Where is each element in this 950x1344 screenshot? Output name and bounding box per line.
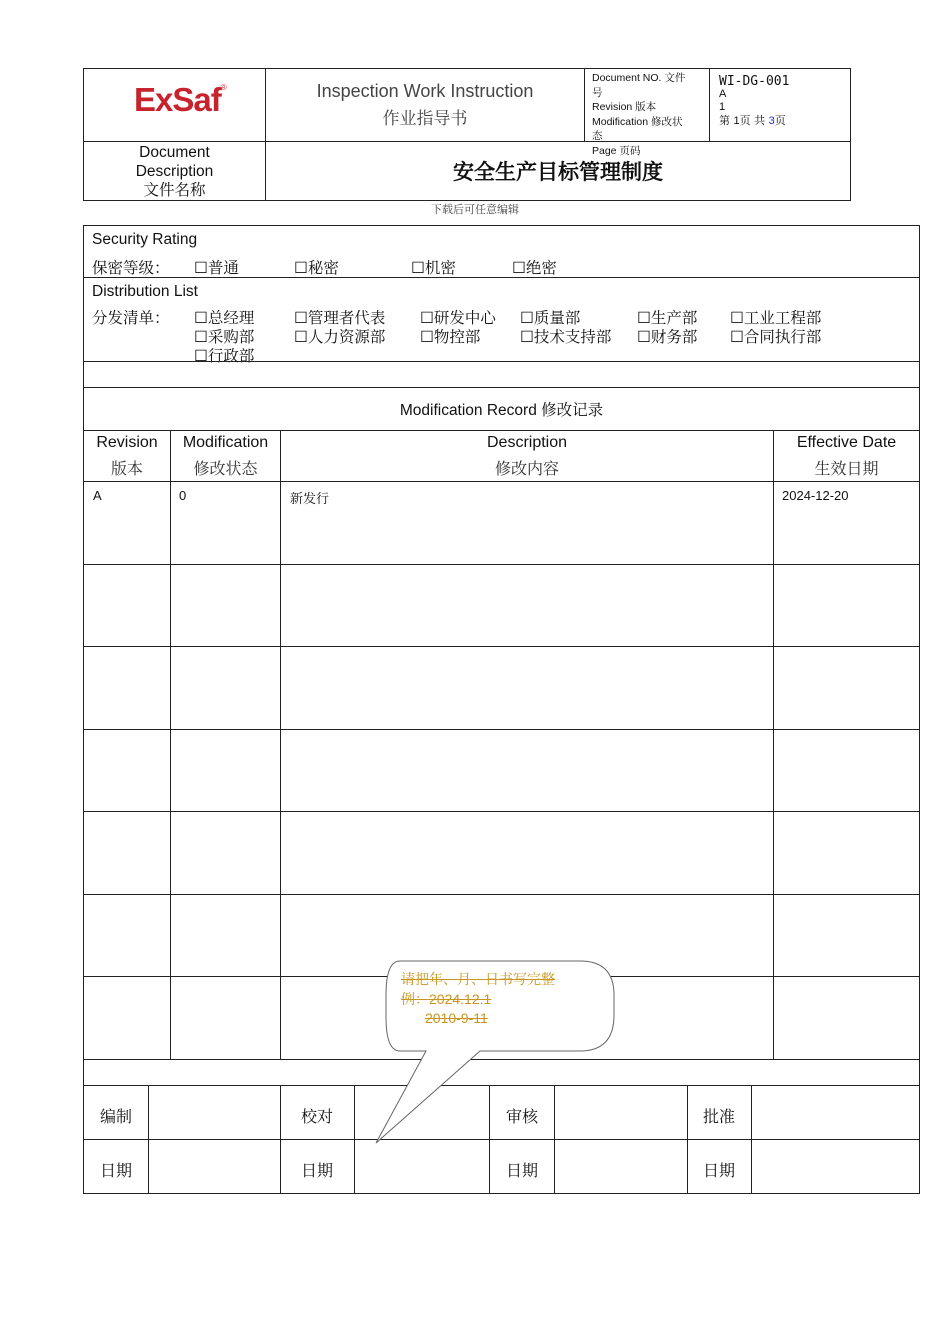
modification-record-header: Modification Record 修改记录: [83, 387, 920, 431]
signoff-label-date: 日期: [100, 1161, 133, 1180]
modification-value: 1: [719, 101, 726, 113]
exsaf-logo: ExSaf®: [134, 81, 226, 118]
signoff-label-reviewed: 审核: [506, 1107, 539, 1126]
dist-option[interactable]: ☐合同执行部: [730, 328, 822, 346]
security-rating-label: Security Rating: [92, 231, 198, 248]
distribution-list-label-cn: 分发清单：: [92, 309, 170, 327]
signoff-label-prepared: 编制: [100, 1107, 133, 1126]
page-indicator: 第 1页 共 3页: [719, 114, 786, 127]
column-header-revision: Revision 版本: [96, 433, 158, 478]
security-rating-label-cn: 保密等级：: [92, 259, 170, 277]
dist-option[interactable]: ☐技术支持部: [520, 328, 612, 346]
security-option-confidential[interactable]: ☐机密: [411, 259, 456, 277]
revision-value: A: [719, 88, 727, 100]
dist-option[interactable]: ☐财务部: [637, 328, 698, 346]
signoff-label-date: 日期: [703, 1161, 736, 1180]
cell-effective-date: 2024-12-20: [782, 488, 849, 503]
signoff-label-checked: 校对: [301, 1107, 334, 1126]
work-instruction-title: Inspection Work Instruction 作业指导书: [316, 81, 534, 129]
distribution-list-section: [83, 277, 920, 365]
cell-description: 新发行: [290, 492, 330, 507]
dist-option[interactable]: ☐管理者代表: [294, 309, 386, 327]
security-option-top-secret[interactable]: ☐绝密: [512, 259, 557, 277]
column-header-description: Description 修改内容: [486, 433, 568, 478]
dist-option[interactable]: ☐采购部: [194, 328, 255, 346]
document-description-label: Document Description 文件名称: [135, 143, 214, 199]
dist-option[interactable]: ☐研发中心: [420, 309, 496, 327]
dist-option[interactable]: ☐工业工程部: [730, 309, 822, 327]
callout-text: 请把年、月、日书写完整 例：2024.12.1 2010-9-11: [401, 972, 555, 1026]
column-header-effective-date: Effective Date 生效日期: [796, 433, 897, 478]
document-title: 安全生产目标管理制度: [453, 159, 663, 184]
distribution-list-label: Distribution List: [92, 283, 198, 300]
signoff-label-date: 日期: [301, 1161, 334, 1180]
signoff-label-date: 日期: [506, 1161, 539, 1180]
dist-option[interactable]: ☐生产部: [637, 309, 698, 327]
cell-revision: A: [93, 488, 102, 503]
dist-option[interactable]: ☐人力资源部: [294, 328, 386, 346]
spacer-row: [83, 361, 920, 388]
meta-values: [719, 75, 849, 128]
security-rating-section: [83, 225, 920, 278]
column-header-modification: Modification 修改状态: [182, 433, 269, 478]
meta-labels: Document NO. 文件 号 Revision 版本 Modification 修改状 态 Page 页码: [592, 72, 686, 157]
document-number: WI-DG-001: [719, 74, 790, 89]
dist-option[interactable]: ☐行政部: [194, 347, 255, 365]
dist-option[interactable]: ☐物控部: [420, 328, 481, 346]
document-header: [83, 68, 851, 201]
signoff-label-approved: 批准: [703, 1107, 736, 1126]
security-option-normal[interactable]: ☐普通: [194, 259, 239, 277]
dist-option[interactable]: ☐总经理: [194, 309, 255, 327]
download-note: 下载后可任意编辑: [431, 203, 519, 216]
cell-modification: 0: [179, 488, 187, 503]
security-option-secret[interactable]: ☐秘密: [294, 259, 339, 277]
dist-option[interactable]: ☐质量部: [520, 309, 581, 327]
